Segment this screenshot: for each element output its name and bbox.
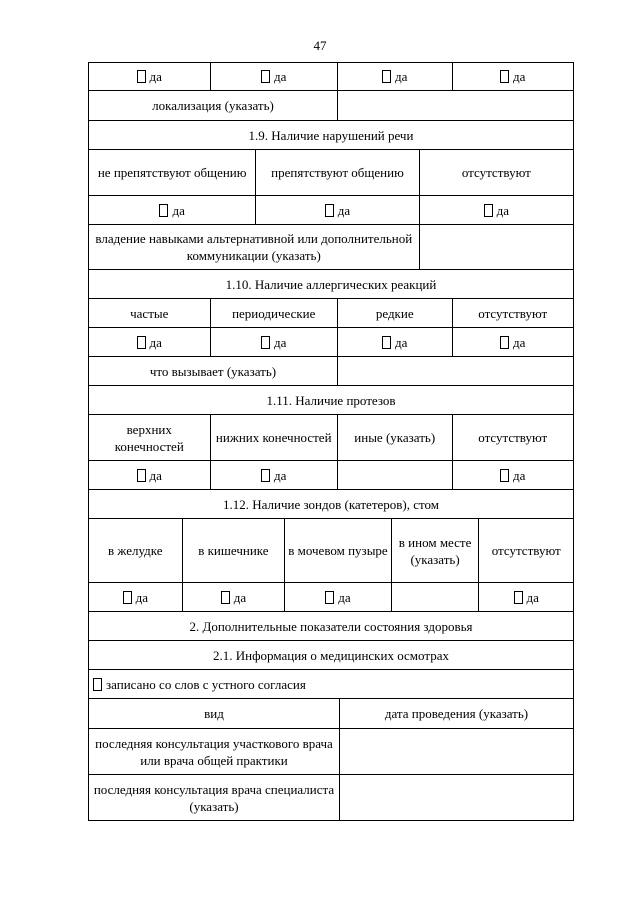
yes-label: да (496, 202, 510, 218)
yes-label: да (149, 69, 162, 84)
additional-title-row (88, 612, 574, 641)
yes-label: да (526, 589, 539, 605)
allergy-col-2: периодические (211, 299, 338, 327)
speech-col-1: не препятствуют общению (89, 150, 256, 195)
top-yes-cell-4[interactable] (453, 63, 574, 90)
probes-yes-3[interactable] (285, 583, 392, 611)
checkbox-icon[interactable] (484, 204, 493, 217)
allergy-col-4: отсутствуют (478, 305, 548, 321)
checkbox-icon[interactable] (500, 70, 509, 83)
page-number: 47 (313, 38, 327, 53)
probes-yes-row (88, 583, 574, 612)
probes-other-input[interactable] (392, 583, 480, 611)
exams-header-row (88, 699, 574, 729)
consent-label: записано со слов с устного согласия (106, 676, 306, 692)
probes-col-2: в кишечнике (183, 519, 286, 582)
probes-title-row (88, 490, 574, 519)
localization-label: локализация (указать) (89, 91, 338, 120)
allergy-title-row (88, 270, 574, 299)
checkbox-icon[interactable] (221, 591, 230, 604)
allergy-cause-input[interactable] (338, 357, 573, 385)
exams-row-1-label: последняя консультация участкового врача или врача общей практики (89, 729, 340, 774)
probes-yes-1[interactable] (89, 583, 183, 611)
checkbox-icon[interactable] (500, 469, 509, 482)
top-yes-cell-1[interactable] (89, 63, 211, 90)
probes-col-3: в мочевом пузыре (285, 519, 392, 582)
speech-yes-3[interactable] (420, 196, 573, 224)
exams-row-1-date-input[interactable] (340, 729, 573, 774)
allergy-title: 1.10. Наличие аллергических реакций (225, 276, 437, 292)
alt-comm-row (88, 225, 574, 270)
yes-label: да (395, 334, 408, 350)
prosthesis-header-row (88, 415, 574, 461)
yes-label: да (337, 202, 351, 218)
allergy-col-3: редкие (338, 299, 453, 327)
alt-comm-label: владение навыками альтернативной или дополнительной коммуникации (указать) (89, 225, 420, 269)
probes-col-1: в желудке (89, 519, 183, 582)
speech-yes-1[interactable] (89, 196, 256, 224)
checkbox-icon[interactable] (500, 336, 509, 349)
yes-label: да (395, 69, 408, 84)
checkbox-icon[interactable] (93, 678, 102, 691)
checkbox-icon[interactable] (325, 591, 334, 604)
checkbox-icon[interactable] (261, 469, 270, 482)
allergy-yes-row (88, 328, 574, 357)
yes-label: да (233, 589, 247, 605)
speech-header-row (88, 150, 574, 196)
speech-title-row (88, 121, 574, 150)
yes-label: да (135, 589, 148, 605)
checkbox-icon[interactable] (137, 70, 146, 83)
allergy-cause-row (88, 357, 574, 386)
exams-title-row (88, 641, 574, 670)
probes-yes-5[interactable] (479, 583, 573, 611)
exams-col-date: дата проведения (указать) (384, 706, 529, 721)
exams-row-2-date-input[interactable] (340, 775, 573, 820)
checkbox-icon[interactable] (514, 591, 523, 604)
yes-label: да (338, 589, 351, 605)
probes-title: 1.12. Наличие зондов (катетеров), стом (222, 496, 439, 512)
top-yes-cell-2[interactable] (211, 63, 338, 90)
speech-title: 1.9. Наличие нарушений речи (248, 127, 414, 143)
speech-col-2: препятствуют общению (256, 150, 419, 195)
prosthesis-col-2: нижних конечностей (211, 415, 338, 460)
probes-col-5: отсутствуют (491, 543, 561, 558)
prosthesis-title-row (88, 386, 574, 415)
exams-row-2 (88, 775, 574, 821)
prosthesis-yes-4[interactable] (453, 461, 574, 489)
speech-col-3: отсутствуют (461, 165, 531, 180)
yes-label: да (274, 467, 287, 483)
checkbox-icon[interactable] (261, 336, 270, 349)
prosthesis-yes-row (88, 461, 574, 490)
alt-comm-input[interactable] (420, 225, 573, 269)
additional-title: 2. Дополнительные показатели состояния здоровья (189, 618, 473, 634)
speech-yes-2[interactable] (256, 196, 419, 224)
exams-col-type: вид (89, 699, 340, 728)
allergy-yes-4[interactable] (453, 328, 574, 356)
probes-header-row (88, 519, 574, 583)
checkbox-icon[interactable] (123, 591, 132, 604)
yes-label: да (513, 69, 526, 84)
prosthesis-other-input[interactable] (338, 461, 453, 489)
yes-label: да (149, 467, 162, 483)
checkbox-icon[interactable] (382, 70, 391, 83)
checkbox-icon[interactable] (137, 336, 146, 349)
exams-row-1 (88, 729, 574, 775)
allergy-yes-1[interactable] (89, 328, 211, 356)
prosthesis-title: 1.11. Наличие протезов (266, 392, 396, 408)
yes-label: да (172, 202, 185, 218)
allergy-yes-3[interactable] (338, 328, 453, 356)
allergy-col-1: частые (89, 299, 211, 327)
probes-col-4: в ином месте (указать) (392, 519, 480, 582)
localization-input[interactable] (338, 91, 573, 120)
yes-label: да (513, 334, 526, 350)
top-yes-cell-3[interactable] (338, 63, 453, 90)
allergy-cause-label: что вызывает (указать) (89, 357, 338, 385)
allergy-header-row (88, 299, 574, 328)
yes-label: да (513, 467, 526, 483)
exams-title: 2.1. Информация о медицинских осмотрах (213, 647, 449, 663)
yes-label: да (274, 69, 287, 84)
consent-row (88, 670, 574, 699)
prosthesis-yes-2[interactable] (211, 461, 338, 489)
yes-label: да (274, 334, 287, 350)
checkbox-icon[interactable] (137, 469, 146, 482)
exams-row-2-label: последняя консультация врача специалиста (указать) (89, 775, 340, 820)
prosthesis-col-4: отсутствуют (478, 430, 548, 445)
top-yes-row (88, 62, 574, 91)
allergy-yes-2[interactable] (211, 328, 338, 356)
yes-label: да (149, 334, 162, 350)
checkbox-icon[interactable] (261, 70, 270, 83)
prosthesis-col-1: верхних конечностей (89, 415, 211, 460)
checkbox-icon[interactable] (382, 336, 391, 349)
prosthesis-col-3: иные (указать) (338, 415, 453, 460)
consent-cell[interactable] (89, 670, 573, 698)
checkbox-icon[interactable] (325, 204, 334, 217)
probes-yes-2[interactable] (183, 583, 286, 611)
localization-row (88, 91, 574, 121)
prosthesis-yes-1[interactable] (89, 461, 211, 489)
speech-yes-row (88, 196, 574, 225)
checkbox-icon[interactable] (159, 204, 168, 217)
